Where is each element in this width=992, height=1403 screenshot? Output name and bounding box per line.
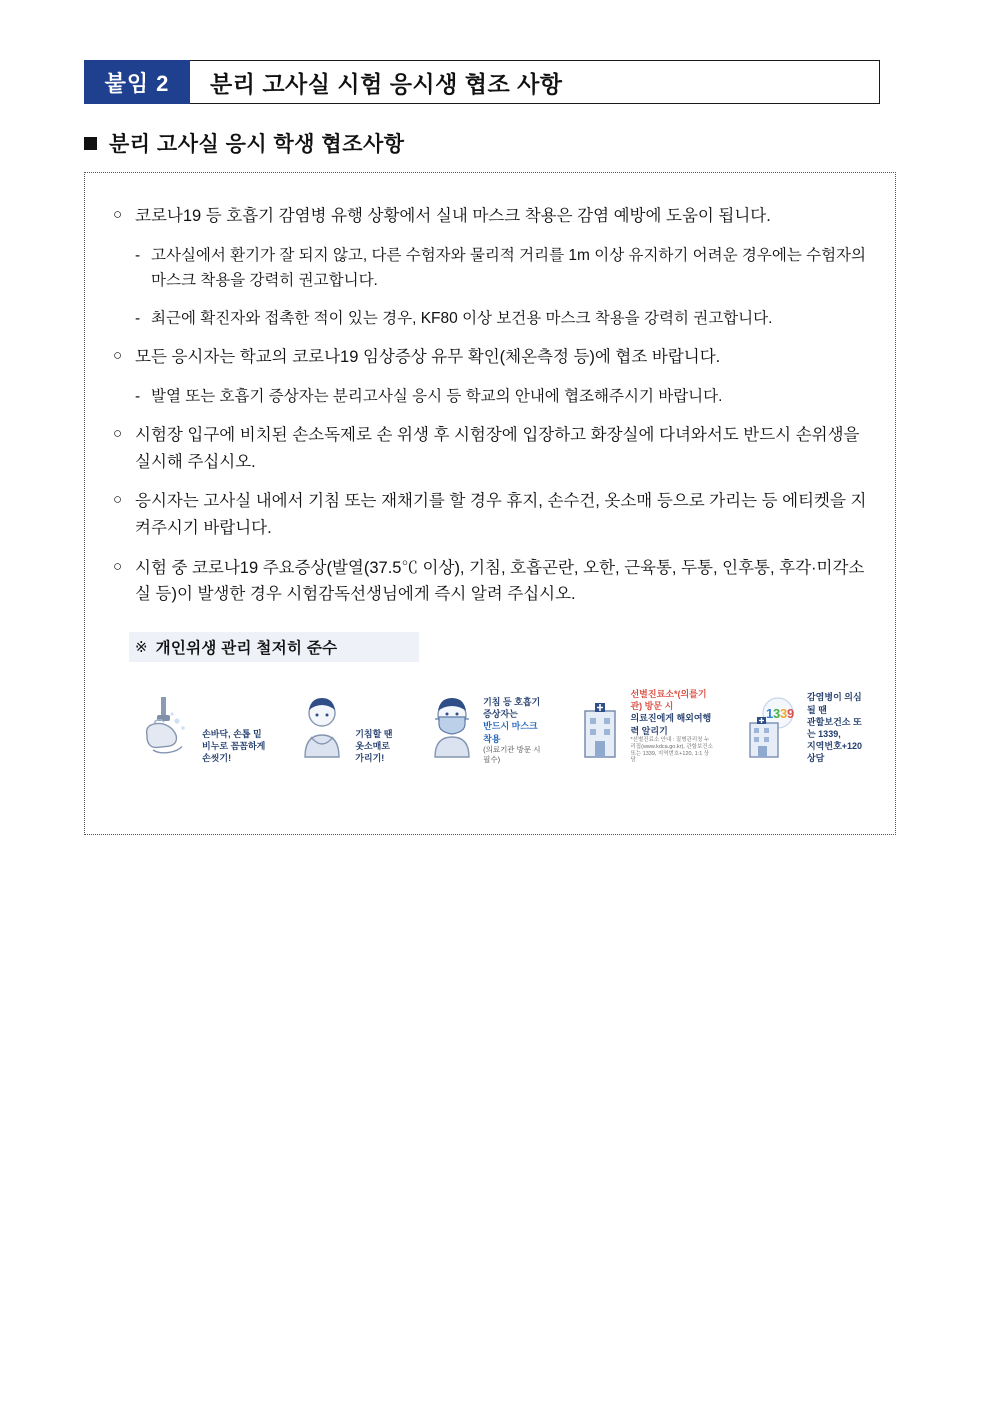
guidelines-box: [84, 172, 896, 835]
list-item-text: 응시자는 고사실 내에서 기침 또는 재채기를 할 경우 휴지, 손수건, 옷소매 등으로 가리는 등 에티켓을 지켜주시기 바랍니다.: [135, 492, 867, 538]
infographic-item: [744, 691, 867, 764]
infographic-line-3: 지역번호+120 상담: [806, 740, 863, 764]
infographic-line-1: 손바닥, 손톱 밑: [202, 728, 262, 739]
circle-bullet-icon: ○: [113, 347, 123, 365]
infographic-line-1: 기침할 땐: [355, 728, 393, 739]
infographic-line-1: 선별진료소*(의를기관) 방문 시: [630, 689, 707, 712]
guidelines-list: [113, 203, 867, 608]
list-item: [113, 555, 867, 608]
section-heading: [84, 128, 405, 158]
dash-bullet-icon: -: [135, 309, 141, 327]
infographic-sub: (의료기관 방문 시 필수): [483, 744, 541, 764]
infographic-line-2: 관할보건소 또는 1339,: [806, 716, 862, 739]
document-title-bar: [190, 60, 880, 104]
infographic-item: [133, 695, 266, 764]
infographic-item: [296, 697, 398, 764]
list-item-text: 고사실에서 환기가 잘 되지 않고, 다른 수험자와 물리적 거리를 1m 이상 유지하기 어려운 경우에는 수험자의 마스크 착용을 강력히 권고합니다.: [151, 246, 866, 289]
circle-bullet-icon: ○: [113, 424, 123, 442]
list-item-text: 모든 응시자는 학교의 코로나19 임상증상 유무 확인(체온측정 등)에 협조 바랍니다.: [135, 348, 721, 367]
infographic-caption: [355, 728, 398, 764]
list-item-text: 발열 또는 호흡기 증상자는 분리고사실 응시 등 학교의 안내에 협조해주시기 바랍니다.: [151, 387, 723, 405]
list-item: [113, 488, 867, 541]
infographic-line-1: 감염병이 의심될 땐: [806, 692, 862, 715]
svg-text:9: 9: [786, 706, 795, 722]
infographic-line-2: 비누로 꼼꼼하게 손씻기!: [202, 740, 266, 764]
reference-mark-icon: ※: [135, 639, 148, 657]
svg-text:3: 3: [772, 706, 781, 722]
attachment-header: [84, 60, 880, 104]
list-item-text: 시험 중 코로나19 주요증상(발열(37.5℃ 이상), 기침, 호흡곤란, 오한, 근육통, 두통, 인후통, 후각·미각소실 등)이 발생한 경우 시험감독선생님에게 즉시 알려 주십시오.: [135, 558, 865, 604]
square-bullet-icon: [84, 137, 97, 150]
infographic-line-2: 의료진에게 해외여행력 알리기: [630, 713, 712, 736]
list-item: [113, 344, 867, 371]
infographic-line-2: 반드시 마스크 착용: [483, 721, 538, 744]
section-heading-label: 분리 고사실 응시 학생 협조사항: [109, 133, 405, 156]
infographic-item: [428, 696, 547, 764]
list-item: [113, 422, 867, 475]
infographic-caption: [483, 696, 547, 764]
page-title: 분리 고사실 시험 응시생 협조 사항: [210, 70, 563, 97]
circle-bullet-icon: ○: [113, 491, 123, 509]
list-item: [135, 306, 867, 331]
list-item-text: 최근에 확진자와 접촉한 적이 있는 경우, KF80 이상 보건용 마스크 착용을 강력히 권고합니다.: [151, 309, 773, 327]
infographic-caption: [202, 728, 266, 764]
dash-bullet-icon: -: [135, 387, 141, 405]
svg-text:1: 1: [765, 706, 774, 722]
svg-text:3: 3: [779, 706, 788, 722]
call-1339-icon: [744, 697, 800, 764]
handwash-icon: [133, 695, 195, 764]
infographic-caption: [630, 688, 714, 764]
list-item-text: 코로나19 등 호흡기 감염병 유행 상황에서 실내 마스크 착용은 감염 예방에 도움이 됩니다.: [135, 207, 771, 225]
attachment-badge: 붙임 2: [84, 60, 190, 104]
list-item: [135, 243, 867, 293]
list-item: [135, 384, 867, 409]
infographic-caption: [807, 691, 867, 764]
mask-icon: [428, 697, 476, 764]
dash-bullet-icon: -: [135, 246, 141, 264]
hygiene-note-text: 개인위생 관리 철저히 준수: [155, 640, 338, 658]
cough-etiquette-icon: [296, 697, 348, 764]
hygiene-infographic: [113, 688, 867, 764]
infographic-item: [577, 688, 714, 764]
list-item: [113, 203, 867, 230]
circle-bullet-icon: ○: [113, 557, 123, 575]
infographic-tiny-note: *선별진료소 안내 : 질병관리청 누리집(www.kdca.go.kr), 관할보건소 또는 1339, 지역번호+120, 1:1 상담: [630, 736, 713, 764]
list-item-text: 시험장 입구에 비치된 손소독제로 손 위생 후 시험장에 입장하고 화장실에 다녀와서도 반드시 손위생을 실시해 주십시오.: [135, 425, 860, 471]
infographic-line-1: 기침 등 호흡기증상자는: [483, 697, 541, 720]
hygiene-note: [129, 632, 419, 662]
circle-bullet-icon: ○: [113, 206, 123, 223]
clinic-building-icon: [577, 699, 623, 764]
infographic-line-2: 옷소매로 가리기!: [355, 740, 390, 764]
